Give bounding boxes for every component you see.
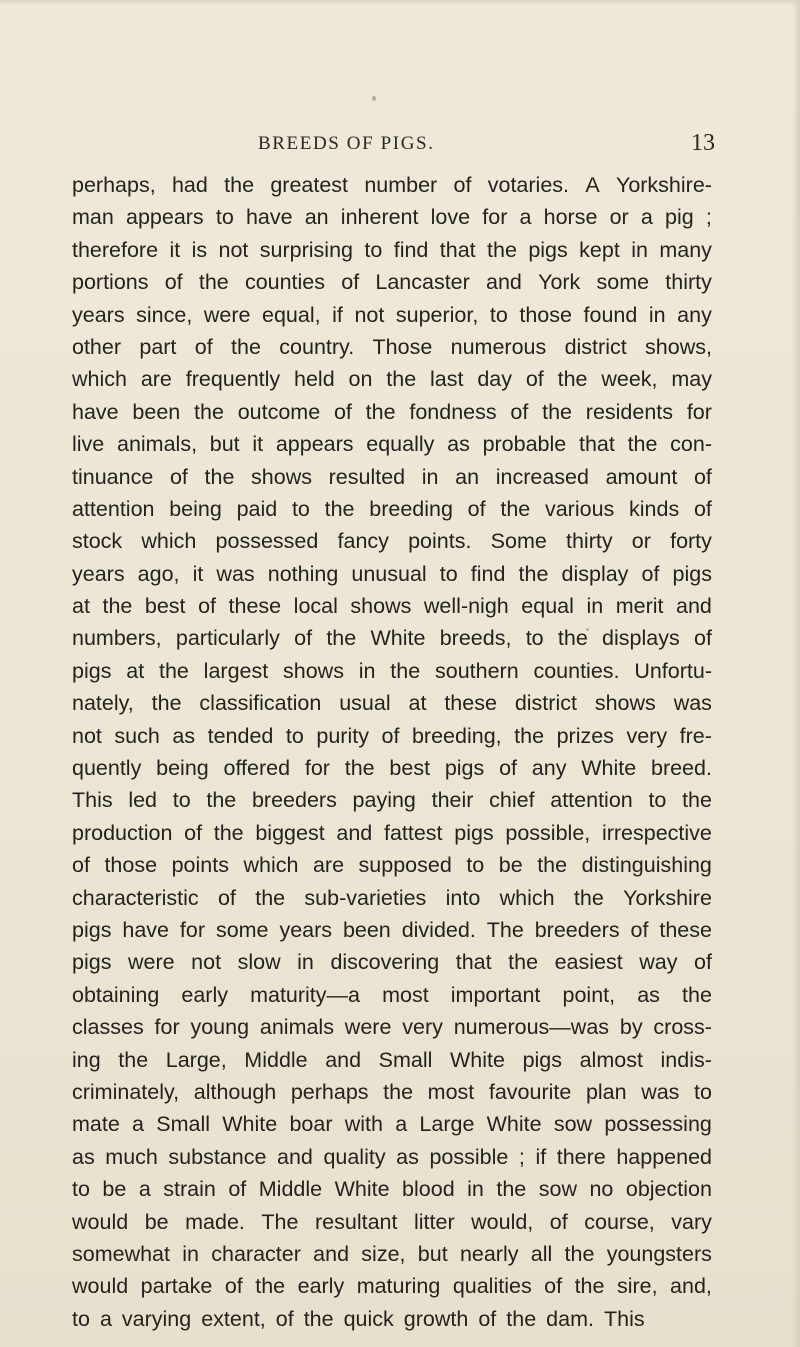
text-line: stock which possessed fancy points. Some thirty or forty	[72, 529, 712, 554]
text-line: other part of the country. Those numerous district shows,	[72, 334, 712, 359]
text-line: to be a strain of Middle White blood in the sow no objection	[72, 1177, 712, 1202]
text-line: numbers, particularly of the White breeds, to the displays of	[72, 626, 712, 651]
text-line: attention being paid to the breeding of the various kinds of	[72, 496, 712, 521]
running-head	[0, 130, 800, 163]
text-line: to a varying extent, of the quick growth of the dam. This	[72, 1306, 645, 1331]
text-line: would be made. The resultant litter would, of course, vary	[72, 1209, 712, 1234]
text-line: live animals, but it appears equally as probable that the con-	[72, 432, 712, 457]
text-line: obtaining early maturity—a most important point, as the	[72, 982, 712, 1007]
text-line: pigs at the largest shows in the southern counties. Unfortu-	[72, 658, 712, 683]
text-line: characteristic of the sub-varieties into which the Yorkshire	[72, 885, 712, 910]
text-line: years since, were equal, if not superior, to those found in any	[72, 302, 712, 327]
text-line: production of the biggest and fattest pigs possible, irrespective	[72, 820, 712, 845]
text-line: quently being offered for the best pigs of any White breed.	[72, 756, 712, 781]
text-line: mate a Small White boar with a Large White sow possessing	[72, 1112, 712, 1137]
text-line: somewhat in character and size, but nearly all the youngsters	[72, 1241, 712, 1266]
scan-shadow-top	[0, 0, 800, 6]
paper-speck	[372, 96, 376, 101]
body-paragraph	[72, 169, 712, 1335]
text-line: have been the outcome of the fondness of the residents for	[72, 399, 712, 424]
text-line: at the best of these local shows well-nigh equal in merit and	[72, 594, 712, 619]
text-line: not such as tended to purity of breeding, the prizes very fre-	[72, 723, 712, 748]
text-line: man appears to have an inherent love for a horse or a pig ;	[72, 205, 712, 230]
text-line: pigs have for some years been divided. The breeders of these	[72, 917, 712, 942]
text-line: portions of the counties of Lancaster and York some thirty	[72, 270, 712, 295]
text-line: criminately, although perhaps the most favourite plan was to	[72, 1079, 712, 1104]
text-line: perhaps, had the greatest number of votaries. A Yorkshire-	[72, 173, 712, 197]
text-line: years ago, it was nothing unusual to find the display of pigs	[72, 561, 712, 586]
scan-shadow-right	[792, 0, 800, 1347]
text-line: classes for young animals were very numerous—was by cross-	[72, 1015, 712, 1040]
text-line: ing the Large, Middle and Small White pigs almost indis-	[72, 1047, 712, 1072]
text-line: as much substance and quality as possible ; if there happened	[72, 1144, 712, 1169]
running-head-title: BREEDS OF PIGS.	[258, 133, 435, 154]
text-line: tinuance of the shows resulted in an increased amount of	[72, 464, 712, 489]
text-line: of those points which are supposed to be the distinguishing	[72, 853, 712, 878]
text-line: nately, the classification usual at these district shows was	[72, 691, 712, 716]
text-line: would partake of the early maturing qualities of the sire, and,	[72, 1274, 712, 1299]
page-number: 13	[691, 130, 715, 156]
text-line: which are frequently held on the last day of the week, may	[72, 367, 712, 392]
text-line: This led to the breeders paying their chief attention to the	[72, 788, 712, 813]
text-line: pigs were not slow in discovering that the easiest way of	[72, 950, 712, 975]
text-line: therefore it is not surprising to find that the pigs kept in many	[72, 237, 712, 262]
